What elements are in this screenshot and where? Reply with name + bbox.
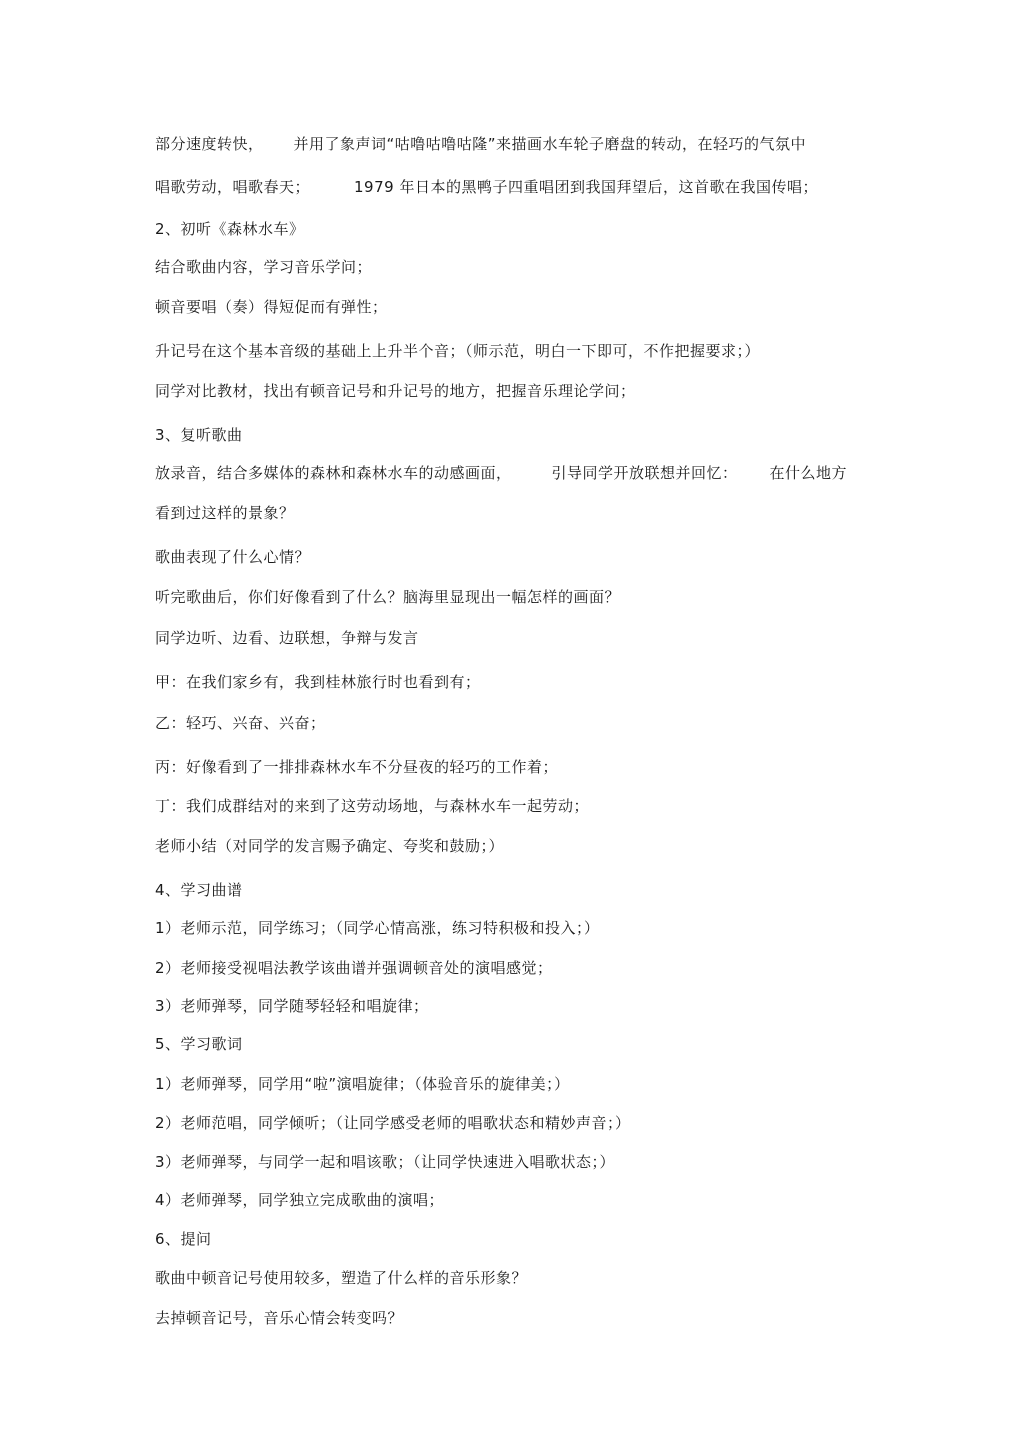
text-line: 唱歌劳动，唱歌春天； 1979 年日本的黑鸭子四重唱团到我国拜望后，这首歌在我国传唱； xyxy=(155,178,818,196)
text-line: 老师小结（对同学的发言赐予确定、夸奖和鼓励；） xyxy=(155,837,505,855)
text-line: 放录音，结合多媒体的森林和森林水车的动感画面， 引导同学开放联想并回忆： 在什么地方 xyxy=(155,464,848,482)
text-line: 听完歌曲后，你们好像看到了什么？脑海里显现出一幅怎样的画面？ xyxy=(155,588,621,606)
list-item: 4）老师弹琴，同学独立完成歌曲的演唱； xyxy=(155,1191,445,1209)
text-line: 升记号在这个基本音级的基础上上升半个音；（师示范，明白一下即可，不作把握要求；） xyxy=(155,342,761,360)
list-item: 3）老师弹琴，同学随琴轻轻和唱旋律； xyxy=(155,997,429,1015)
text-line: 乙：轻巧、兴奋、兴奋； xyxy=(155,714,326,732)
list-item: 1）老师弹琴，同学用“啦”演唱旋律；（体验音乐的旋律美；） xyxy=(155,1075,570,1093)
list-item: 2）老师范唱，同学倾听；（让同学感受老师的唱歌状态和精妙声音；） xyxy=(155,1114,631,1132)
list-item: 2）老师接受视唱法教学该曲谱并强调顿音处的演唱感觉； xyxy=(155,959,553,977)
text-line: 丁：我们成群结对的来到了这劳动场地，与森林水车一起劳动； xyxy=(155,797,590,815)
text-line: 同学边听、边看、边联想，争辩与发言 xyxy=(155,629,419,647)
section-heading: 2、初听《森林水车》 xyxy=(155,220,305,238)
section-heading: 4、学习曲谱 xyxy=(155,881,243,899)
list-item: 3）老师弹琴，与同学一起和唱该歌；（让同学快速进入唱歌状态；） xyxy=(155,1153,616,1171)
text-line: 顿音要唱（奏）得短促而有弹性； xyxy=(155,298,388,316)
text-line: 同学对比教材，找出有顿音记号和升记号的地方，把握音乐理论学问； xyxy=(155,382,636,400)
text-line: 看到过这样的景象？ xyxy=(155,504,295,522)
section-heading: 6、提问 xyxy=(155,1230,212,1248)
text-line: 甲：在我们家乡有，我到桂林旅行时也看到有； xyxy=(155,673,481,691)
section-heading: 5、学习歌词 xyxy=(155,1035,243,1053)
list-item: 1）老师示范，同学练习；（同学心情高涨，练习特积极和投入；） xyxy=(155,919,600,937)
text-line: 歌曲表现了什么心情？ xyxy=(155,548,311,566)
section-heading: 3、复听歌曲 xyxy=(155,426,243,444)
text-line: 结合歌曲内容，学习音乐学问； xyxy=(155,258,373,276)
text-line: 丙：好像看到了一排排森林水车不分昼夜的轻巧的工作着； xyxy=(155,758,559,776)
text-line: 部分速度转快， 并用了象声词“咕噜咕噜咕隆”来描画水车轮子磨盘的转动，在轻巧的气氛中 xyxy=(155,135,807,153)
text-line: 歌曲中顿音记号使用较多，塑造了什么样的音乐形象？ xyxy=(155,1269,528,1287)
text-line: 去掉顿音记号，音乐心情会转变吗？ xyxy=(155,1309,404,1327)
